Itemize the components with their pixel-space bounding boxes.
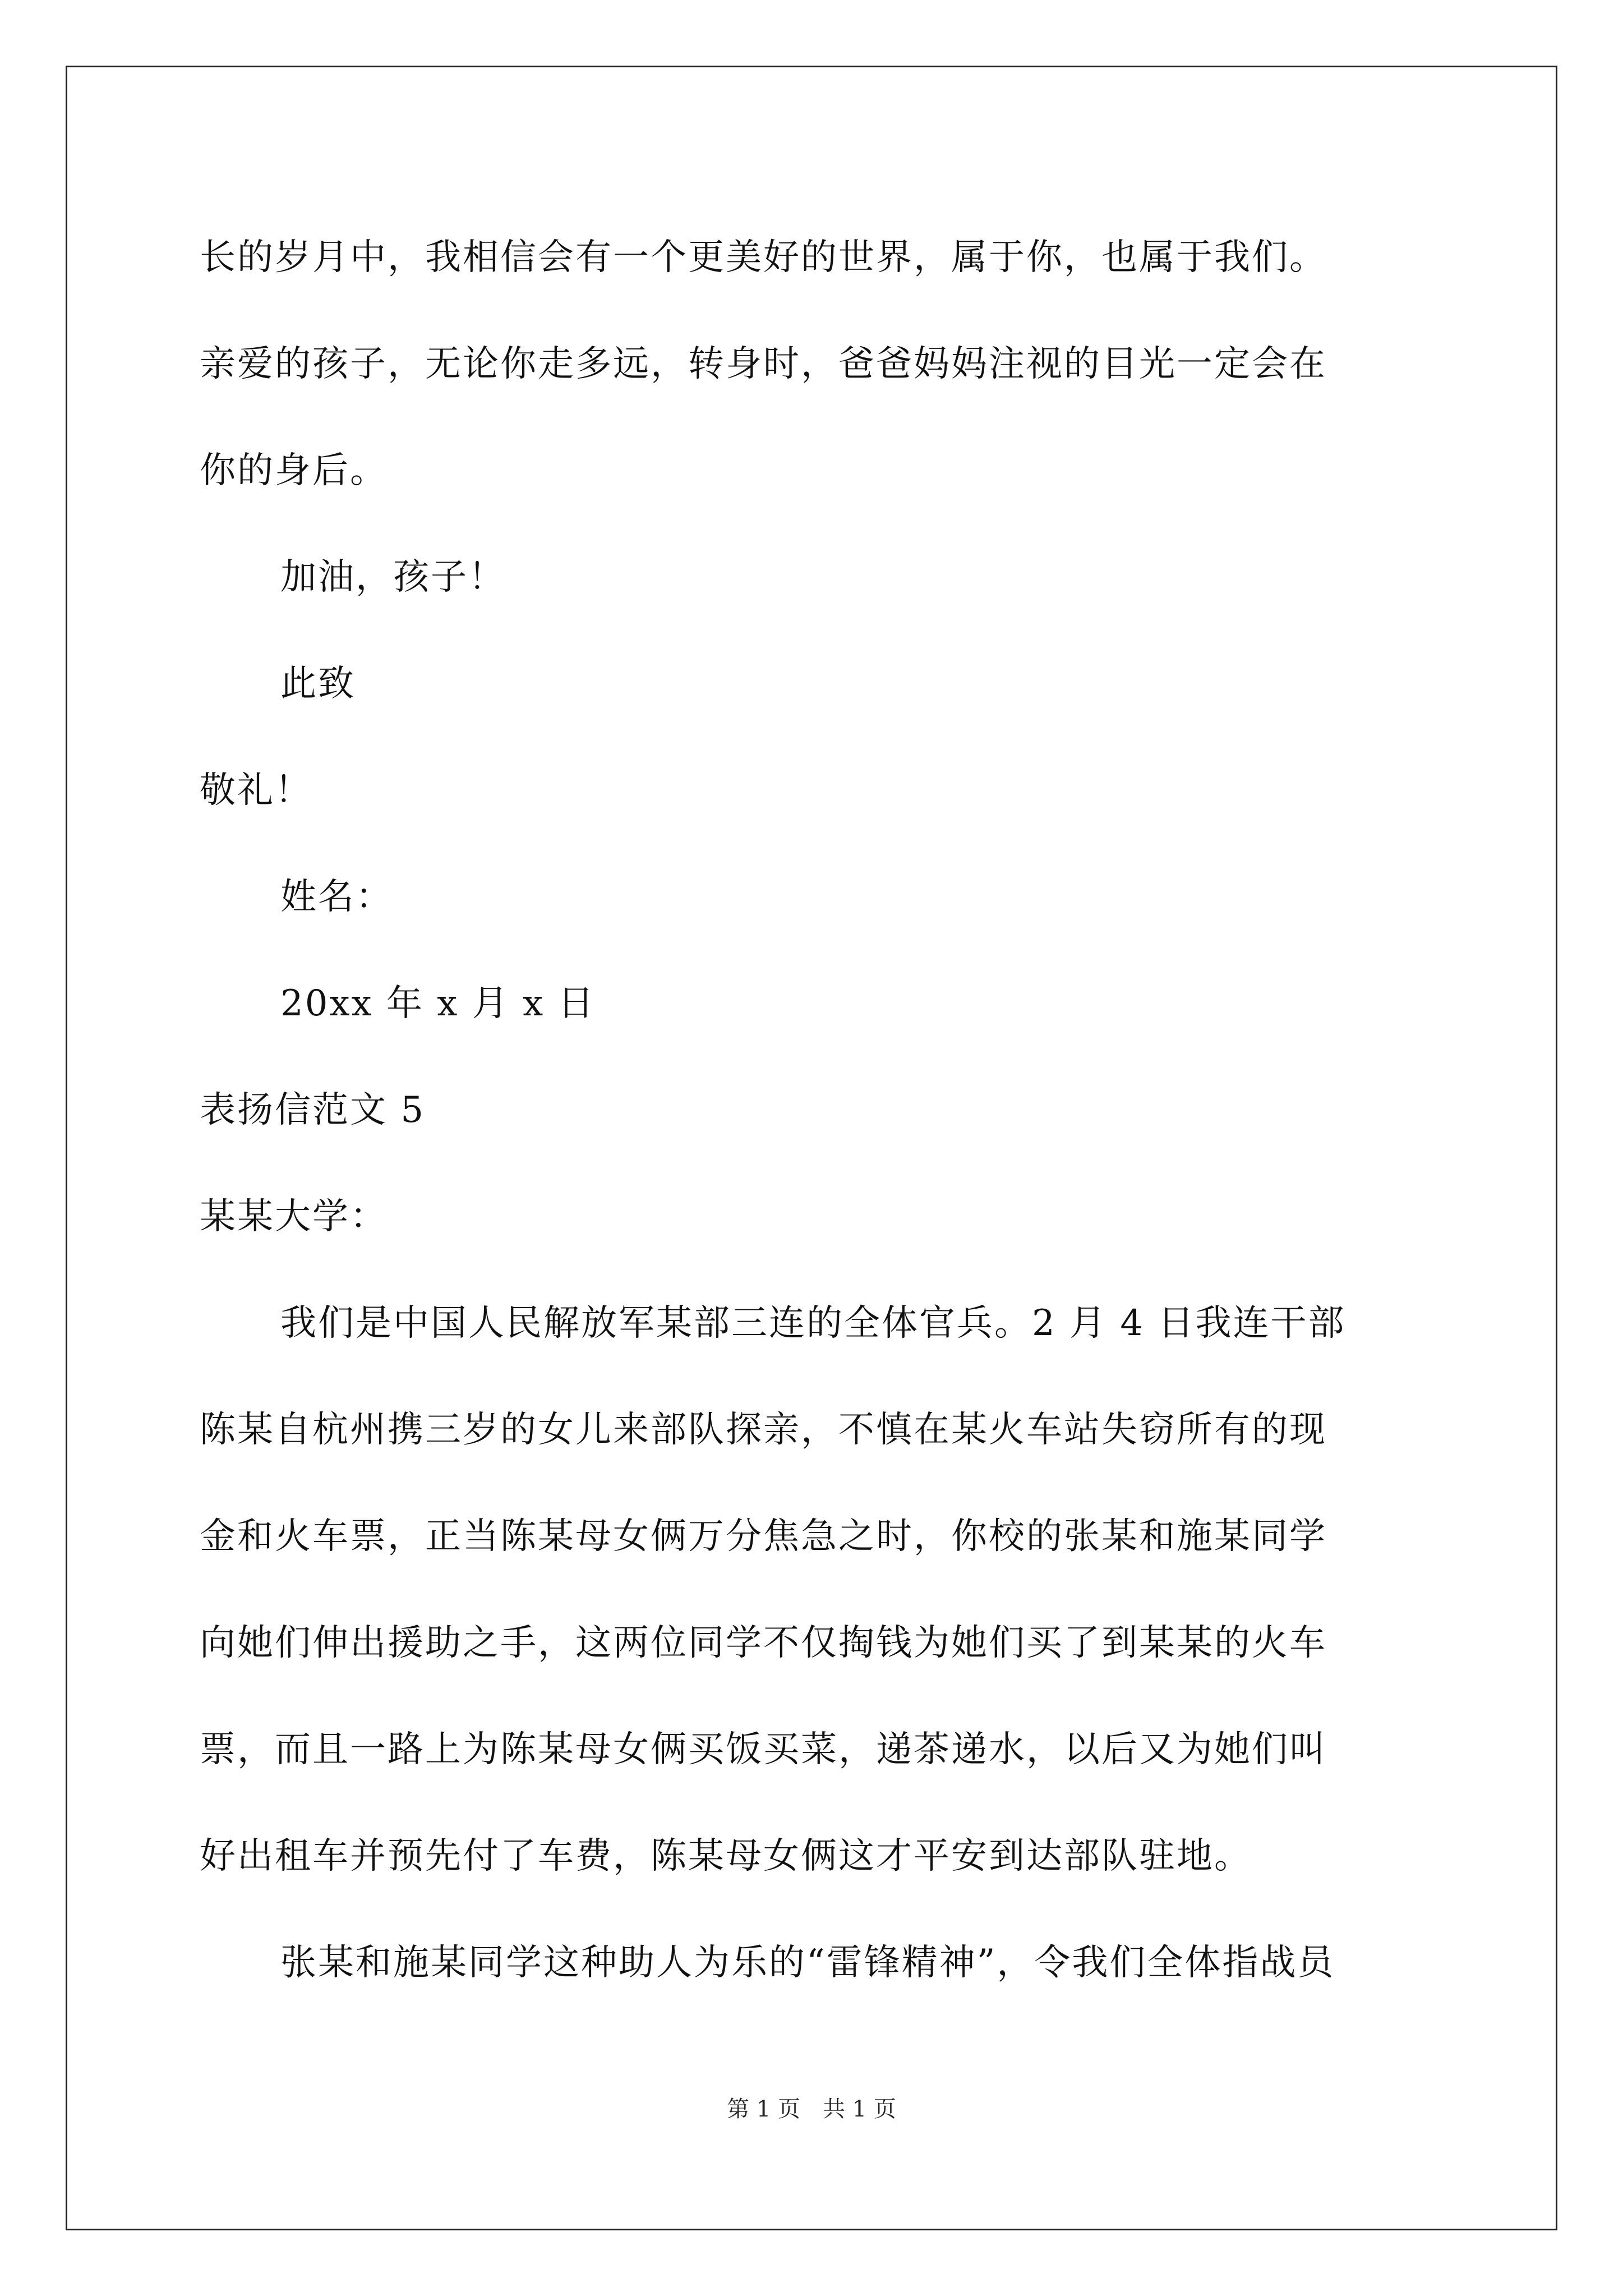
text-line: 你的身后。 [200, 450, 388, 491]
text-line: 我们是中国人民解放军某部三连的全体官兵。2 月 4 日我连干部 [280, 1303, 1346, 1344]
text-line: 好出租车并预先付了车费，陈某母女俩这才平安到达部队驻地。 [200, 1835, 1252, 1877]
salutation-closing: 此致 [280, 663, 356, 705]
section-heading: 表扬信范文 5 [200, 1089, 426, 1131]
signature-name: 姓名： [280, 876, 393, 918]
text-line: 陈某自杭州携三岁的女儿来部队探亲，不慎在某火车站失窃所有的现 [200, 1409, 1327, 1451]
text-line: 票，而且一路上为陈某母女俩买饭买菜，递茶递水，以后又为她们叫 [200, 1729, 1327, 1770]
salutation-respect: 敬礼！ [200, 770, 312, 811]
text-line: 亲爱的孩子，无论你走多远，转身时，爸爸妈妈注视的目光一定会在 [200, 343, 1327, 385]
text-line: 向她们伸出援助之手，这两位同学不仅掏钱为她们买了到某某的火车 [200, 1622, 1327, 1664]
text-line: 金和火车票，正当陈某母女俩万分焦急之时，你校的张某和施某同学 [200, 1516, 1327, 1557]
text-line: 长的岁月中，我相信会有一个更美好的世界，属于你，也属于我们。 [200, 237, 1327, 278]
letter-recipient: 某某大学： [200, 1196, 388, 1237]
closing-cheer: 加油，孩子！ [280, 556, 506, 598]
page-footer: 第 1 页 共 1 页 [727, 2096, 896, 2122]
text-line: 张某和施某同学这种助人为乐的“雷锋精神”，令我们全体指战员 [280, 1942, 1335, 1984]
signature-date: 20xx 年 x 月 x 日 [280, 983, 596, 1024]
document-body [200, 204, 1433, 2016]
